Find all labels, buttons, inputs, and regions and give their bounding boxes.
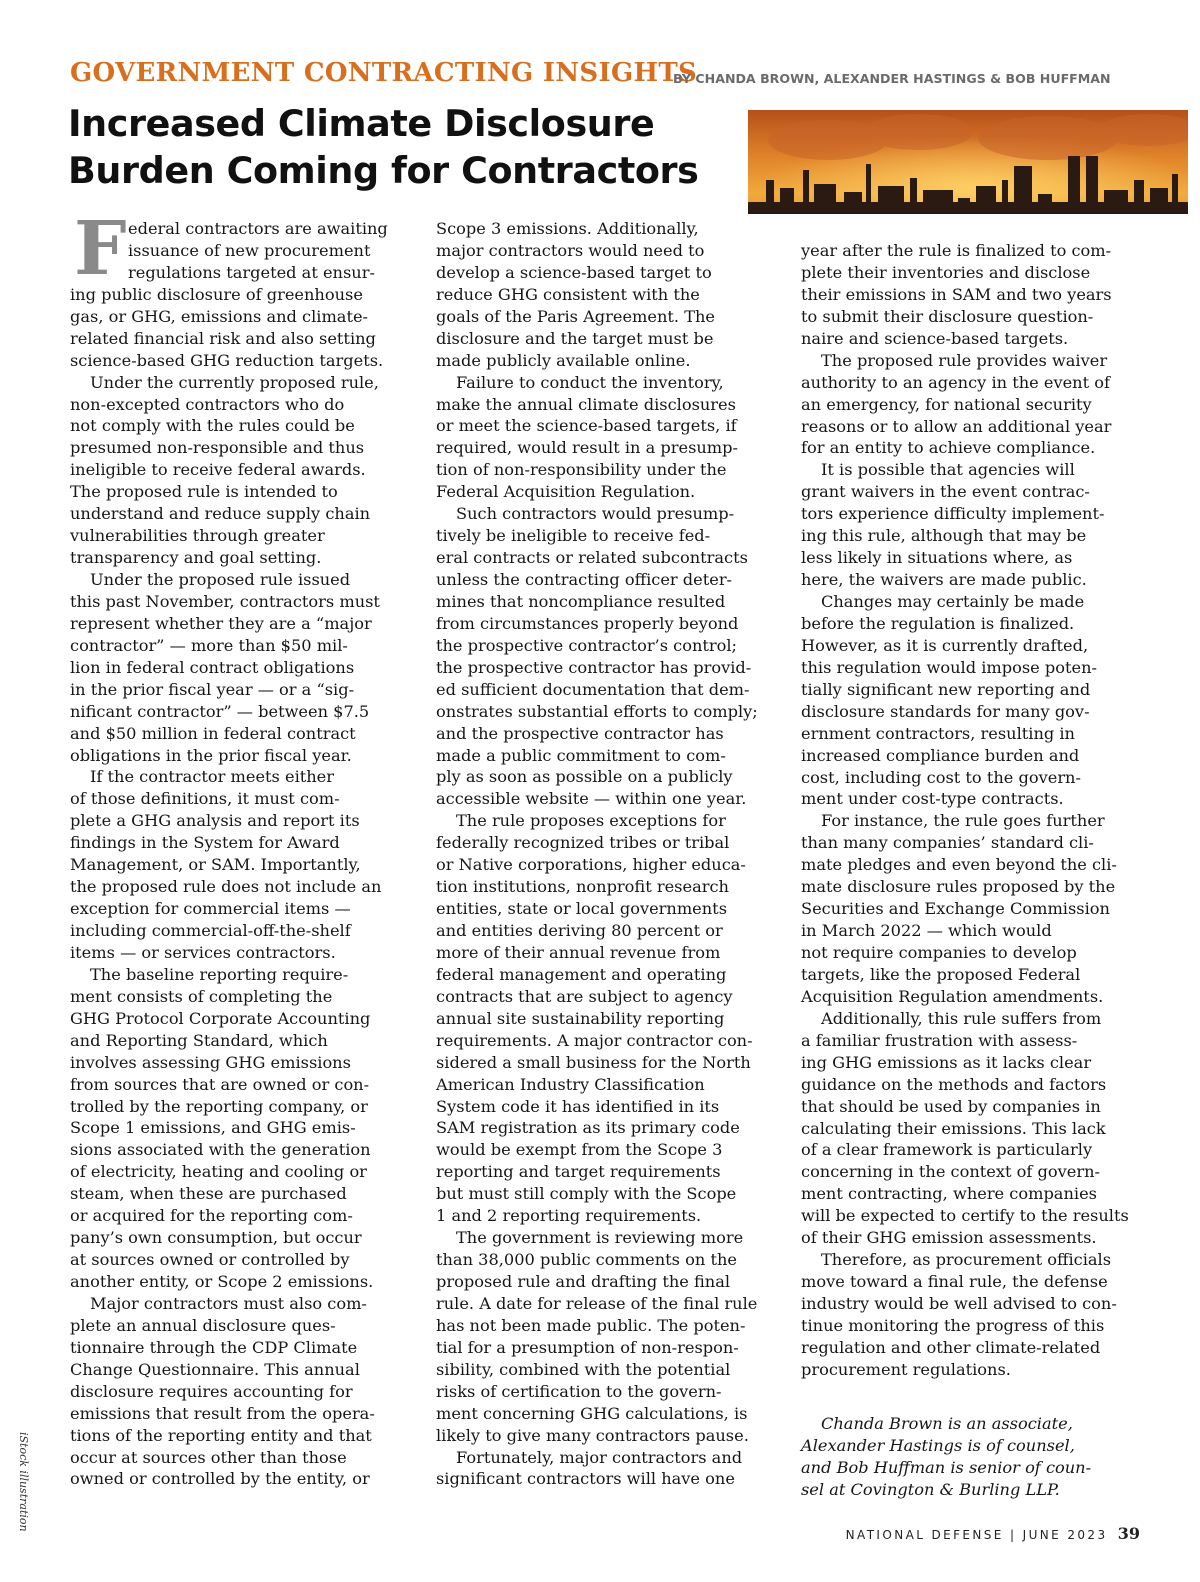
text-line: required, would result in a presump- xyxy=(436,438,738,458)
text-line: nificant contractor” — between $7.5 xyxy=(70,701,370,721)
text-line: The government is reviewing more xyxy=(456,1228,744,1248)
bio-spacer xyxy=(801,1381,1141,1413)
text-line: understand and reduce supply chain xyxy=(70,504,371,524)
text-line: sidered a small business for the North xyxy=(436,1052,751,1072)
text-line: presumed non-responsible and thus xyxy=(70,438,365,458)
text-line: contractor” — more than $50 mil- xyxy=(70,635,348,655)
text-line: tially significant new reporting and xyxy=(801,679,1091,699)
text-line: pany’s own consumption, but occur xyxy=(70,1228,362,1248)
author-bio-line: and Bob Huffman is senior of coun- xyxy=(801,1457,1092,1477)
text-line: ing this rule, although that may be xyxy=(801,526,1087,546)
text-line: steam, when these are purchased xyxy=(70,1184,347,1204)
text-line: targets, like the proposed Federal xyxy=(801,964,1081,984)
article-column-2 xyxy=(436,218,776,1490)
text-line: contracts that are subject to agency xyxy=(436,986,733,1006)
publication-name: NATIONAL DEFENSE xyxy=(845,1528,1004,1542)
text-line: disclosure and the target must be xyxy=(436,328,714,348)
text-line: disclosure requires accounting for xyxy=(70,1381,353,1401)
text-line: requirements. A major contractor con- xyxy=(436,1030,753,1050)
text-line: industry would be well advised to con- xyxy=(801,1294,1117,1313)
text-line: or Native corporations, higher educa- xyxy=(436,855,746,875)
text-line: The proposed rule is intended to xyxy=(70,482,338,502)
text-line: move toward a final rule, the defense xyxy=(801,1272,1108,1292)
text-line: sions associated with the generation xyxy=(70,1140,371,1160)
text-line: ment consists of completing the xyxy=(70,986,333,1006)
text-line: in March 2022 — which would xyxy=(801,921,1052,941)
text-line: plete a GHG analysis and report its xyxy=(70,811,360,831)
text-line: of their GHG emission assessments. xyxy=(801,1228,1097,1248)
text-line: Securities and Exchange Commission xyxy=(801,899,1110,919)
text-line: tions of the reporting entity and that xyxy=(70,1425,372,1445)
text-line: goals of the Paris Agreement. The xyxy=(436,306,716,326)
text-line: a familiar frustration with assess- xyxy=(801,1030,1078,1050)
text-line: reporting and target requirements xyxy=(436,1162,721,1182)
text-line: or meet the science-based targets, if xyxy=(436,416,737,436)
text-line: that should be used by companies in xyxy=(801,1096,1101,1116)
text-line: year after the rule is finalized to com- xyxy=(801,241,1112,260)
text-line: not comply with the rules could be xyxy=(70,416,355,436)
text-line: their emissions in SAM and two years xyxy=(801,284,1112,304)
text-line: mate disclosure rules proposed by the xyxy=(801,877,1116,897)
text-line: risks of certification to the govern- xyxy=(436,1381,722,1401)
text-line: It is possible that agencies will xyxy=(821,460,1075,480)
text-line: sibility, combined with the potential xyxy=(436,1359,731,1379)
text-line: has not been made public. The poten- xyxy=(436,1315,746,1335)
text-line: this past November, contractors must xyxy=(70,591,380,611)
text-line: here, the waivers are made public. xyxy=(801,570,1087,590)
text-line: rule. A date for release of the final rule xyxy=(436,1293,758,1313)
text-line: ply as soon as possible on a publicly xyxy=(436,767,733,787)
text-line: occur at sources other than those xyxy=(70,1447,347,1467)
text-line: federally recognized tribes or tribal xyxy=(436,833,730,853)
text-line: concerning in the context of govern- xyxy=(801,1162,1101,1182)
text-line: lion in federal contract obligations xyxy=(70,657,355,677)
text-line: significant contractors will have one xyxy=(436,1469,735,1489)
text-line: reasons or to allow an additional year xyxy=(801,416,1112,436)
image-credit: iStock illustration xyxy=(17,1432,30,1532)
text-line: made publicly available online. xyxy=(436,350,691,370)
headline-line-1: Increased Climate Disclosure xyxy=(68,102,655,145)
text-line: Major contractors must also com- xyxy=(90,1293,367,1313)
text-line: from circumstances properly beyond xyxy=(436,613,739,633)
text-line: the proposed rule does not include an xyxy=(70,877,382,897)
text-line: tionnaire through the CDP Climate xyxy=(70,1337,358,1357)
text-line: more of their annual revenue from xyxy=(436,942,721,962)
text-line: tinue monitoring the progress of this xyxy=(801,1315,1105,1335)
text-line: The rule proposes exceptions for xyxy=(456,811,726,831)
text-line: likely to give many contractors pause. xyxy=(436,1425,749,1445)
text-line: procurement regulations. xyxy=(801,1359,1011,1379)
section-label: GOVERNMENT CONTRACTING INSIGHTS xyxy=(70,58,698,88)
text-line: Additionally, this rule suffers from xyxy=(821,1008,1102,1028)
text-line: trolled by the reporting company, or xyxy=(70,1096,368,1116)
text-line: transparency and goal setting. xyxy=(70,548,322,568)
text-line: tors experience difficulty implement- xyxy=(801,504,1105,524)
footer-separator: | xyxy=(1010,1528,1017,1542)
text-line: including commercial-off-the-shelf xyxy=(70,921,351,940)
hero-illustration xyxy=(748,110,1188,214)
text-line: For instance, the rule goes further xyxy=(821,811,1105,831)
text-line: Scope 3 emissions. Additionally, xyxy=(436,219,699,238)
text-line: less likely in situations where, as xyxy=(801,548,1073,568)
text-line: SAM registration as its primary code xyxy=(436,1118,740,1138)
text-line: GHG Protocol Corporate Accounting xyxy=(70,1008,371,1028)
article-column-1 xyxy=(70,218,410,1490)
text-line: Management, or SAM. Importantly, xyxy=(70,855,361,875)
text-line: Therefore, as procurement officials xyxy=(821,1250,1112,1270)
text-line: tial for a presumption of non-respon- xyxy=(436,1337,739,1357)
text-line: reduce GHG consistent with the xyxy=(436,284,700,304)
text-line: However, as it is currently drafted, xyxy=(801,635,1089,655)
text-line: obligations in the prior fiscal year. xyxy=(70,745,352,765)
text-line: annual site sustainability reporting xyxy=(436,1008,725,1028)
text-line: Fortunately, major contractors and xyxy=(456,1447,743,1467)
text-line: science-based GHG reduction targets. xyxy=(70,350,384,370)
text-line: Federal Acquisition Regulation. xyxy=(436,482,696,502)
text-line: accessible website — within one year. xyxy=(436,789,747,809)
text-line: from sources that are owned or con- xyxy=(70,1074,370,1094)
text-line: at sources owned or controlled by xyxy=(70,1250,350,1270)
author-bio-line: sel at Covington & Burling LLP. xyxy=(801,1479,1060,1499)
text-line: and Reporting Standard, which xyxy=(70,1030,328,1050)
text-line: would be exempt from the Scope 3 xyxy=(436,1140,723,1160)
text-line: make the annual climate disclosures xyxy=(436,394,736,414)
text-line: not require companies to develop xyxy=(801,943,1077,962)
text-line: If the contractor meets either xyxy=(90,767,334,787)
text-line: or acquired for the reporting com- xyxy=(70,1206,353,1226)
text-line: American Industry Classification xyxy=(436,1074,705,1094)
text-line: and entities deriving 80 percent or xyxy=(436,921,723,940)
text-line: owned or controlled by the entity, or xyxy=(70,1469,370,1489)
text-line: develop a science-based target to xyxy=(436,262,712,282)
text-line: items — or services contractors. xyxy=(70,942,336,962)
text-line: ing public disclosure of greenhouse xyxy=(70,284,363,304)
author-bio-line: Alexander Hastings is of counsel, xyxy=(801,1435,1075,1455)
text-line: regulations targeted at ensur- xyxy=(128,262,375,282)
text-line: ment under cost-type contracts. xyxy=(801,789,1064,809)
text-line: onstrates substantial efforts to comply; xyxy=(436,701,758,721)
text-line: tion of non-responsibility under the xyxy=(436,460,727,480)
text-line: issuance of new procurement xyxy=(128,240,371,260)
factory-skyline-illustration xyxy=(748,110,1188,214)
text-line: ment concerning GHG calculations, is xyxy=(436,1403,748,1423)
article-column-3 xyxy=(801,240,1141,1501)
text-line: related financial risk and also setting xyxy=(70,328,376,348)
text-line: but must still comply with the Scope xyxy=(436,1184,737,1204)
text-line: Acquisition Regulation amendments. xyxy=(801,986,1104,1006)
text-line: ederal contractors are awaiting xyxy=(128,219,388,238)
text-line: tion institutions, nonprofit research xyxy=(436,877,729,897)
text-line: the prospective contractor has provid- xyxy=(436,657,752,677)
drop-cap: F xyxy=(74,206,127,292)
text-line: tively be ineligible to receive fed- xyxy=(436,526,711,546)
text-line: Changes may certainly be made xyxy=(821,592,1085,611)
text-line: than many companies’ standard cli- xyxy=(801,833,1094,853)
text-line: the prospective contractor’s control; xyxy=(436,635,738,655)
text-line: regulation and other climate-related xyxy=(801,1337,1101,1357)
text-line: will be expected to certify to the results xyxy=(801,1206,1129,1226)
text-line: an emergency, for national security xyxy=(801,394,1092,414)
text-line: increased compliance burden and xyxy=(801,745,1080,765)
text-line: Scope 1 emissions, and GHG emis- xyxy=(70,1118,356,1138)
text-line: than 38,000 public comments on the xyxy=(436,1250,737,1270)
text-line: vulnerabilities through greater xyxy=(70,526,325,546)
text-line: findings in the System for Award xyxy=(70,833,340,853)
byline: BY CHANDA BROWN, ALEXANDER HASTINGS & BOB HUFFMAN xyxy=(673,71,1111,86)
headline-line-2: Burden Coming for Contractors xyxy=(68,149,699,192)
text-line: non-excepted contractors who do xyxy=(70,394,345,414)
text-line: for an entity to achieve compliance. xyxy=(801,438,1096,458)
text-line: Such contractors would presump- xyxy=(456,504,735,524)
issue-date: JUNE 2023 xyxy=(1022,1528,1108,1542)
text-line: grant waivers in the event contrac- xyxy=(801,482,1090,502)
text-line: made a public commitment to com- xyxy=(436,745,726,765)
text-line: guidance on the methods and factors xyxy=(801,1074,1107,1094)
page-footer xyxy=(846,1524,1140,1543)
text-line: represent whether they are a “major xyxy=(70,613,372,633)
text-line: The baseline reporting require- xyxy=(90,964,349,984)
text-line: 1 and 2 reporting requirements. xyxy=(436,1206,702,1226)
text-line: ing GHG emissions as it lacks clear xyxy=(801,1052,1092,1072)
text-line: proposed rule and drafting the final xyxy=(436,1272,731,1291)
author-bio-line: Chanda Brown is an associate, xyxy=(821,1413,1073,1433)
text-line: federal management and operating xyxy=(436,964,727,984)
text-line: naire and science-based targets. xyxy=(801,328,1069,348)
headline xyxy=(68,100,748,194)
text-line: gas, or GHG, emissions and climate- xyxy=(70,306,369,326)
text-line: this regulation would impose poten- xyxy=(801,657,1097,677)
text-line: emissions that result from the opera- xyxy=(70,1403,375,1423)
text-line: calculating their emissions. This lack xyxy=(801,1118,1106,1138)
text-line: major contractors would need to xyxy=(436,240,705,260)
page-number: 39 xyxy=(1117,1524,1140,1543)
text-line: Change Questionnaire. This annual xyxy=(70,1359,360,1379)
text-line: mate pledges and even beyond the cli- xyxy=(801,855,1117,875)
text-line: of a clear framework is particularly xyxy=(801,1140,1093,1160)
text-line: cost, including cost to the govern- xyxy=(801,767,1081,787)
text-line: another entity, or Scope 2 emissions. xyxy=(70,1272,374,1291)
text-line: ment contracting, where companies xyxy=(801,1184,1097,1204)
text-line: Under the proposed rule issued xyxy=(90,570,351,589)
text-line: and the prospective contractor has xyxy=(436,723,724,743)
text-line: The proposed rule provides waiver xyxy=(821,350,1108,370)
text-line: authority to an agency in the event of xyxy=(801,372,1110,392)
text-line: of electricity, heating and cooling or xyxy=(70,1162,367,1182)
text-line: disclosure standards for many gov- xyxy=(801,701,1090,721)
text-line: System code it has identified in its xyxy=(436,1096,720,1116)
text-line: ineligible to receive federal awards. xyxy=(70,460,366,480)
text-line: before the regulation is finalized. xyxy=(801,613,1075,633)
text-line: plete their inventories and disclose xyxy=(801,262,1091,282)
text-line: Under the currently proposed rule, xyxy=(90,372,379,392)
text-line: in the prior fiscal year — or a “sig- xyxy=(70,679,355,699)
text-line: to submit their disclosure question- xyxy=(801,306,1094,326)
text-line: ed sufficient documentation that dem- xyxy=(436,679,750,699)
text-line: entities, state or local governments xyxy=(436,899,727,919)
text-line: of those definitions, it must com- xyxy=(70,789,340,809)
text-line: exception for commercial items — xyxy=(70,899,351,919)
text-line: ernment contractors, resulting in xyxy=(801,723,1075,743)
text-line: unless the contracting officer deter- xyxy=(436,570,733,589)
text-line: mines that noncompliance resulted xyxy=(436,591,726,611)
text-line: Failure to conduct the inventory, xyxy=(456,372,724,392)
text-line: eral contracts or related subcontracts xyxy=(436,548,748,568)
text-line: involves assessing GHG emissions xyxy=(70,1052,351,1072)
text-line: plete an annual disclosure ques- xyxy=(70,1315,336,1335)
text-line: and $50 million in federal contract xyxy=(70,723,356,743)
